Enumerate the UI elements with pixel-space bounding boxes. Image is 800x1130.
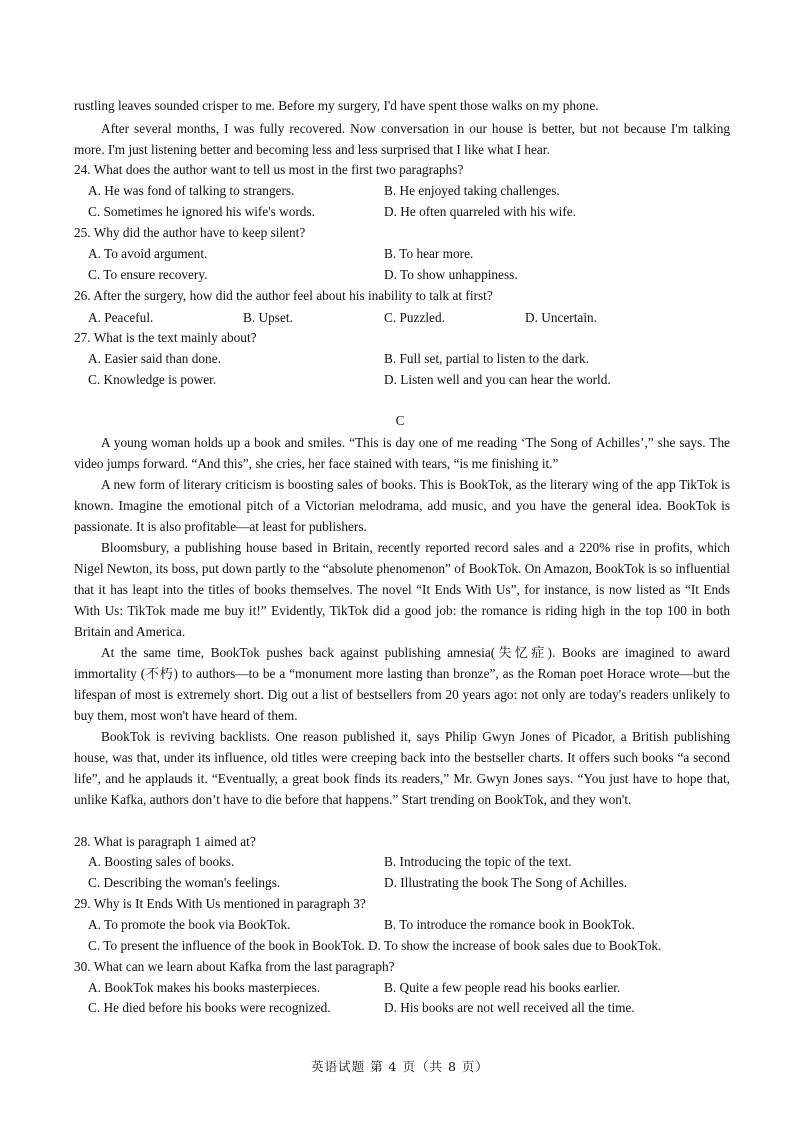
passage-b-last-line: rustling leaves sounded crisper to me. Before my surgery, I'd have spent those walks on my phone.: [74, 98, 599, 113]
question-stem: 28. What is paragraph 1 aimed at?: [74, 834, 256, 849]
paragraph-3: Bloomsbury, a publishing house based in Britain, recently reported record sales and a 220% rise in profits, which Nigel Newton, its boss, put down partly to the “absolute phenomenon” of BookTok. On Amazon, BookTok is so influential that it has leapt into the titles of books themselves. The novel “It Ends With Us”, for instance, is now listed as “It Ends With Us: TikTok made me buy it!” Evidently, TikTok did a good job: the romance is riding high in the top 100 in both Britain and America.: [74, 540, 730, 639]
option-c-and-d: C. To present the influence of the book in BookTok. D. To show the increase of book sales due to BookTok.: [88, 938, 662, 953]
option-c: C. Puzzled.: [384, 310, 445, 325]
passage-b-paragraph: [74, 118, 730, 160]
option-b: B. Introducing the topic of the text.: [384, 854, 572, 869]
option-a: A. To avoid argument.: [88, 246, 208, 261]
option-a: A. He was fond of talking to strangers.: [88, 183, 295, 198]
option-d: D. Listen well and you can hear the world.: [384, 372, 611, 387]
paragraph-4: At the same time, BookTok pushes back against publishing amnesia(失忆症). Books are imagined to award immortality (不朽) to authors—to be a “monument more lasting than bronze”, as the Roman poet Horace wrote—but the lifespan of most is extremely short. Dig out a list of bestsellers from 20 years ago: not only are today's readers unlikely to buy them, most won't have heard of them.: [74, 645, 730, 723]
option-c: C. He died before his books were recognized.: [88, 1000, 331, 1015]
option-b: B. Upset.: [243, 310, 293, 325]
option-c: C. Knowledge is power.: [88, 372, 217, 387]
option-d: D. His books are not well received all the time.: [384, 1000, 635, 1015]
option-b: B. He enjoyed taking challenges.: [384, 183, 560, 198]
paragraph-2: A new form of literary criticism is boosting sales of books. This is BookTok, as the literary wing of the app TikTok is known. Imagine the emotional pitch of a Victorian melodrama, add music, and you have the general idea. BookTok is passionate. It is also profitable—at least for publishers.: [74, 477, 730, 534]
paragraph-text: After several months, I was fully recovered. Now conversation in our house is better, but not because I'm talking more. I'm just listening better and becoming less and less surprised that I like what I hear.: [74, 121, 730, 157]
page-footer: 英语试题 第 4 页（共 8 页）: [311, 1059, 489, 1074]
option-a: A. Easier said than done.: [88, 351, 221, 366]
paragraph-5: BookTok is reviving backlists. One reason published it, says Philip Gwyn Jones of Picador, a British publishing house, was that, under its influence, old titles were creeping back into the bestseller charts. It offers such books “a second life”, and he applauds it. “Eventually, a great book finds its readers,” Mr. Gwyn Jones says. “You just have to hope that, unlike Kafka, authors don’t have to die before that happens.” Start trending on BookTok, and they won't.: [74, 729, 730, 807]
option-b: B. To introduce the romance book in BookTok.: [384, 917, 635, 932]
section-heading: C: [395, 413, 405, 428]
question-stem: 27. What is the text mainly about?: [74, 330, 257, 345]
option-c: C. To ensure recovery.: [88, 267, 208, 282]
option-a: A. To promote the book via BookTok.: [88, 917, 291, 932]
option-b: B. Quite a few people read his books earlier.: [384, 980, 621, 995]
question-stem: 25. Why did the author have to keep silent?: [74, 225, 306, 240]
question-stem: 26. After the surgery, how did the author feel about his inability to talk at first?: [74, 288, 493, 303]
option-a: A. Boosting sales of books.: [88, 854, 235, 869]
passage-c: [74, 432, 730, 810]
option-b: B. To hear more.: [384, 246, 474, 261]
paragraph-1: A young woman holds up a book and smiles. “This is day one of me reading ‘The Song of Achilles’,” she says. The video jumps forward. “And this”, she cries, her face stained with tears, “is me finishing it.”: [74, 435, 730, 471]
option-d: D. To show unhappiness.: [384, 267, 518, 282]
option-a: A. Peaceful.: [88, 310, 154, 325]
question-stem: 29. Why is It Ends With Us mentioned in paragraph 3?: [74, 896, 366, 911]
question-stem: 24. What does the author want to tell us most in the first two paragraphs?: [74, 162, 464, 177]
question-stem: 30. What can we learn about Kafka from the last paragraph?: [74, 959, 395, 974]
option-d: D. Uncertain.: [525, 310, 597, 325]
option-b: B. Full set, partial to listen to the dark.: [384, 351, 589, 366]
option-d: D. He often quarreled with his wife.: [384, 204, 577, 219]
option-d: D. Illustrating the book The Song of Achilles.: [384, 875, 628, 890]
option-a: A. BookTok makes his books masterpieces.: [88, 980, 321, 995]
option-c: C. Sometimes he ignored his wife's words.: [88, 204, 315, 219]
option-c: C. Describing the woman's feelings.: [88, 875, 281, 890]
